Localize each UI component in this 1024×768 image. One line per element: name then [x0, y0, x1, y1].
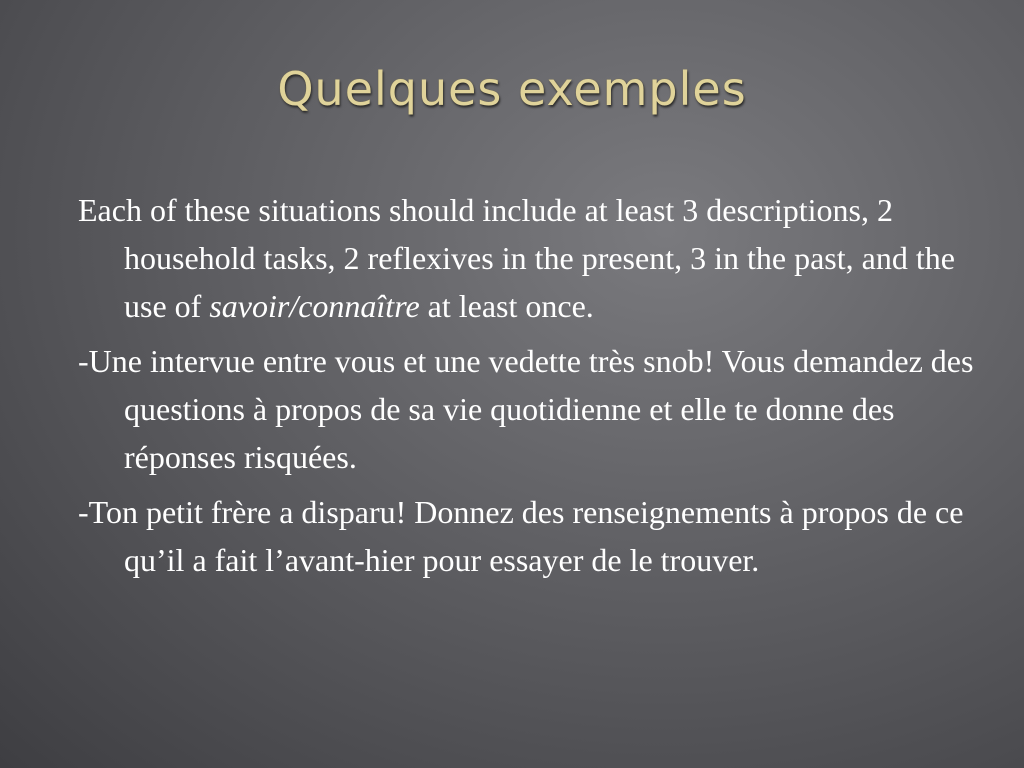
slide-title: Quelques exemples — [277, 62, 747, 116]
intro-text-before: Each of these situations should include at least 3 descriptions, 2 household tasks, 2 reflexives in the present, 3 in the past, and the use of — [78, 192, 955, 324]
slide-body — [78, 186, 978, 591]
intro-text-after: at least once. — [419, 288, 594, 324]
intro-paragraph — [78, 186, 978, 330]
intro-italic-verbs: savoir/connaître — [209, 288, 420, 324]
situation-interview: -Une intervue entre vous et une vedette très snob! Vous demandez des questions à propos de sa vie quotidienne et elle te donne des réponses risquées. — [78, 343, 974, 475]
situation-missing-brother: -Ton petit frère a disparu! Donnez des renseignements à propos de ce qu’il a fait l’avant-hier pour essayer de le trouver. — [78, 494, 964, 578]
